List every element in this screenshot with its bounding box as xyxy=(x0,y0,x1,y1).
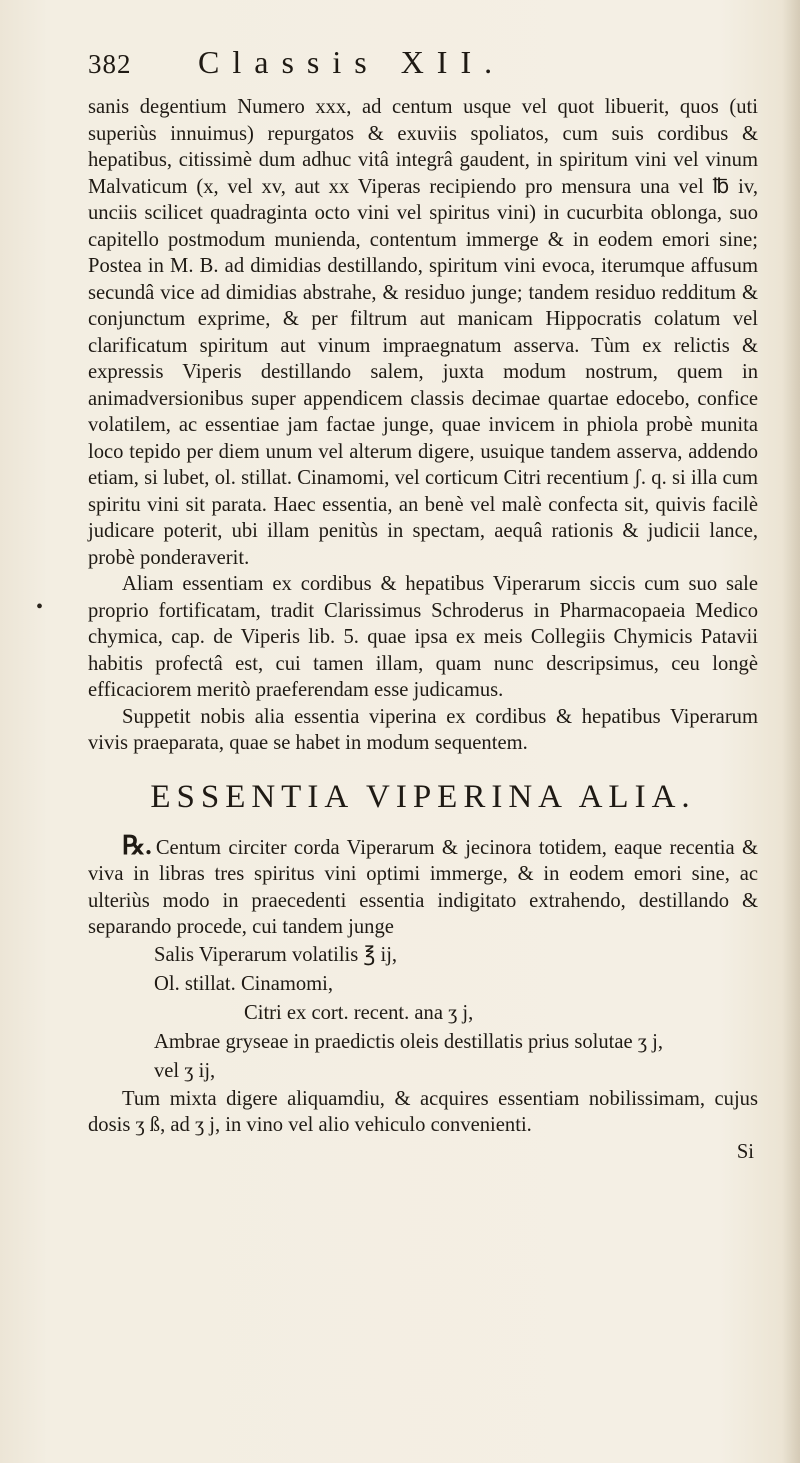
section-title: ESSENTIA VIPERINA ALIA. xyxy=(150,778,696,815)
paragraph-2: Aliam essentiam ex cordibus & hepatibus Viperarum siccis cum suo sale proprio fortificatam, tradit Clarissimus Schroderus in Pharmacopaeia Medico chymica, cap. de Viperis lib. 5. quae ipsa ex meis Collegiis Chymicis Patavii habitis profectâ est, cui tamen illam, quam nunc descripsimus, ceu longè efficaciorem meritò praeferendam esse judicamus. xyxy=(88,573,758,701)
body-text xyxy=(88,94,758,1165)
paragraph-1: sanis degentium Numero xxx, ad centum usque vel quot libuerit, quos (uti superiùs innuimus) repurgatos & exuviis spoliatos, cum suis cordibus & hepatibus, citissimè dum adhuc vitâ integrâ gaudent, in spiritum vini vel vinum Malvaticum (x, vel xv, aut xx Viperas recipiendo pro mensura una vel ℔ iv, unciis scilicet quadraginta octo vini vel spiritus vini) in cucurbita oblonga, suo capitello postmodum munienda, contentum immerge & in eodem emori sine; Postea in M. B. ad dimidias destillando, spiritum vini evoca, iterumque affusum secundâ vice ad dimidias abstrahe, & residuo junge; tandem residuo redditum & conjunctum exprime, & per filtrum aut manicam Hippocratis colatum vel clarificatum spiritum aut vinum impraegnatum asserva. Tùm ex relictis & expressis Viperis destillando salem, juxta modum nostrum, quem in animadversionibus super appendicem classis decimae quartae edocebo, confice volatilem, ac essentiae jam factae junge, quae invicem in phiola probè munita loco tepido per diem unum vel alterum digere, usuique tandem asserva, addendo etiam, si lubet, ol. stillat. Cinamomi, vel corticum Citri recentium ʃ. q. si illa cum spiritu vini sit parata. Haec essentia, an benè vel malè confecta sit, quivis facilè judicare poterit, ubi illam penitùs in spectam, aequâ rationis & judicii lance, probè ponderaverit. xyxy=(88,96,758,569)
paragraph-3: Suppetit nobis alia essentia viperina ex cordibus & hepatibus Viperarum vivis praeparata, quae se habet in modum sequentem. xyxy=(88,705,758,754)
catchword: Si xyxy=(736,1140,754,1163)
margin-mark: • xyxy=(36,596,44,618)
ingredient-4: Ambrae gryseae in praedictis oleis destillatis prius solutae ʒ j, xyxy=(154,1030,663,1053)
running-head: Classis XII. xyxy=(198,44,506,80)
page-header xyxy=(88,44,758,88)
ingredient-5: vel ʒ ij, xyxy=(154,1059,216,1082)
ingredient-2: Ol. stillat. Cinamomi, xyxy=(154,972,334,995)
ingredient-list xyxy=(154,941,758,1086)
page-edge-shadow xyxy=(782,0,800,1463)
paragraph-5: Tum mixta digere aliquamdiu, & acquires essentiam nobilissimam, cujus dosis ʒ ß, ad ʒ j, in vino vel alio vehiculo convenienti. xyxy=(88,1087,758,1136)
recipe-paragraph xyxy=(88,830,758,941)
ingredient-1: Salis Viperarum volatilis ℥ ij, xyxy=(154,943,398,966)
recipe-symbol: ℞. xyxy=(122,830,152,860)
ingredient-3: Citri ex cort. recent. ana ʒ j, xyxy=(244,1001,474,1024)
recipe-text: Centum circiter corda Viperarum & jecinora totidem, eaque recentia & viva in libras tres spiritus vini optimi immerge, & in eodem emori sine, ac ulteriùs modo in praecedenti essentia indigitato extrahendo, destillando & separando procede, cui tandem junge xyxy=(88,836,758,938)
page-number: 382 xyxy=(88,49,132,79)
